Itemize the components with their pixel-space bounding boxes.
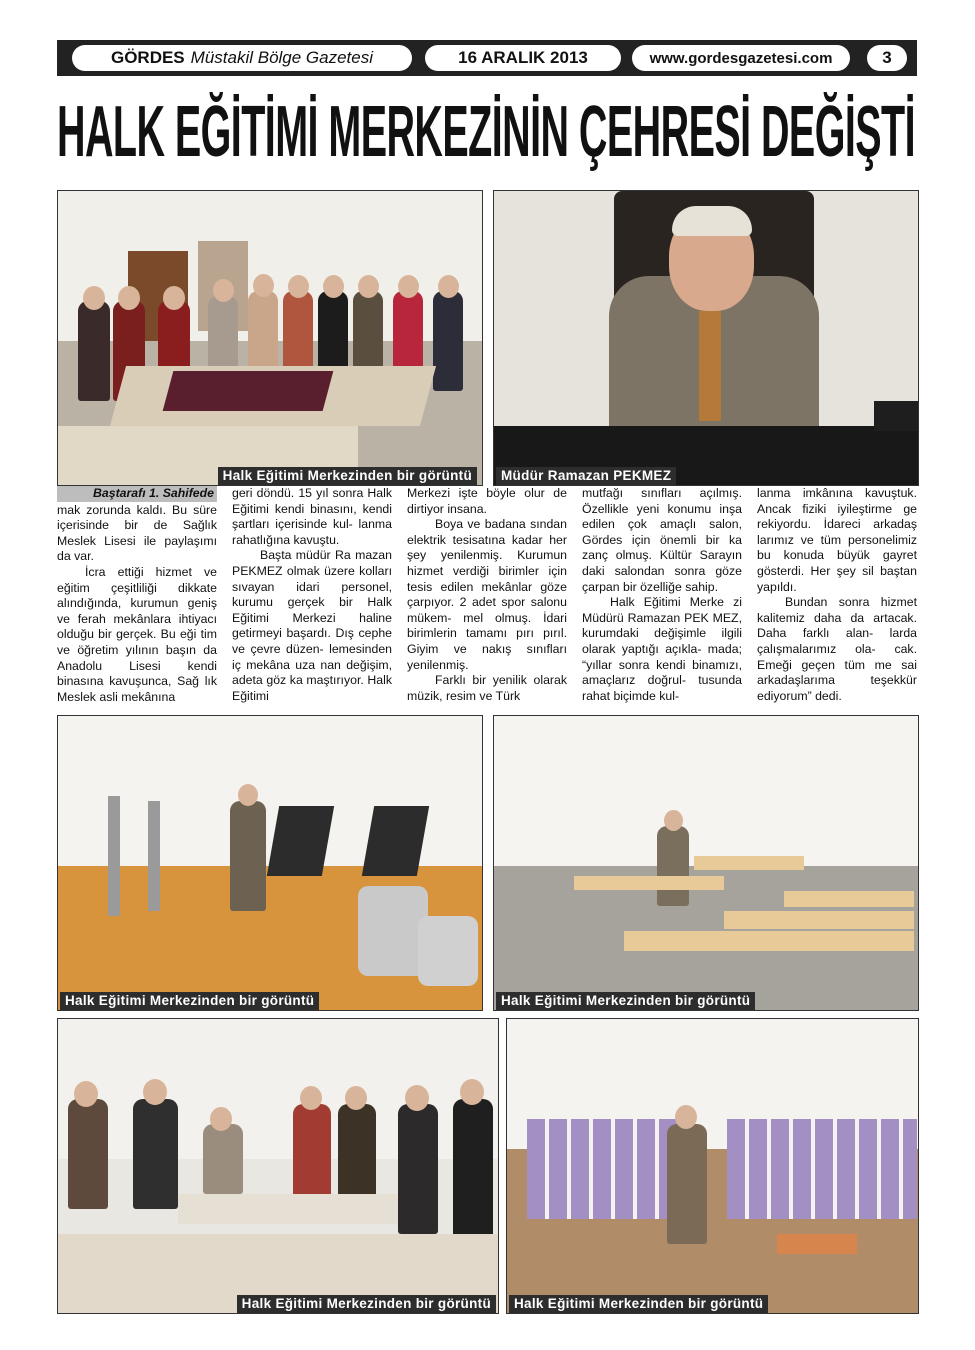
article-column-2 xyxy=(232,486,392,712)
issue-date: 16 ARALIK 2013 xyxy=(425,45,621,71)
paragraph: Merkezi işte böyle olur de dirtiyor insana. xyxy=(407,486,567,516)
paragraph: Farklı bir yenilik olarak müzik, resim ve Türk xyxy=(407,673,567,703)
paragraph: Boya ve badana sından elektrik tesisatına kadar her şey yenilenmiş. Kurumun hizmet verdiği birimler için tesis edilen mekânlar göze çarpıyor. 2 adet spor salonu mükem- mel olmuş. İdari birimlerin tamamı pırı pırıl. Giyim ve nakış sınıfları yenilenmiş. xyxy=(407,517,567,672)
photo-director xyxy=(493,190,919,486)
paragraph: Halk Eğitimi Merke zi Müdürü Ramazan PEK MEZ, kurumdaki değişimle ilgili olarak yaptığı açıkla- mada; “yıllar sonra kendi binamızı, amaçlarız doğrul- tusunda rahat biçimde kul- xyxy=(582,595,742,703)
photo-empty-classroom xyxy=(493,715,919,1011)
article-column-5 xyxy=(757,486,917,712)
page-number: 3 xyxy=(867,45,907,71)
photo-women-classroom xyxy=(57,190,483,486)
paragraph: mutfağı sınıfları açılmış. Özellikle yeni konumu inşa edilen çok amaçlı salon, Gördes için önemli bir ka zanç olmuş. Kültür Sarayın daki salondan sonra göze çarpan bir özelliğe sahip. xyxy=(582,486,742,594)
paragraph: Bundan sonra hizmet kalitemiz daha da artacak. Daha farklı alan- larda çalışmalarımız ola- cak. Emeği geçen tüm me sai arkadaşlarıma teşekkür ediyorum” dedi. xyxy=(757,595,917,703)
article-column-1 xyxy=(57,486,217,712)
paragraph: Başta müdür Ra mazan PEKMEZ olmak üzere kolları sıvayan idari personel, kurumu gerçek bir Halk Eğitimi Merkezi haline getirmeyi başardı. Dış cephe ve çevre düzen- lemesinden iç mekâna uza nan değişim, adeta göz ka maştırıyor. Halk Eğitimi xyxy=(232,548,392,703)
photo-gym xyxy=(57,715,483,1011)
article-column-4 xyxy=(582,486,742,712)
paragraph: mak zorunda kaldı. Bu süre içerisinde bir de Sağlık Meslek Lisesi ile paylaşımı da var. xyxy=(57,502,217,564)
article-column-3 xyxy=(407,486,567,712)
photo-auditorium xyxy=(506,1018,919,1314)
masthead-bar xyxy=(57,40,917,76)
paragraph: geri döndü. 15 yıl sonra Halk Eğitimi kendi binasını, kendi şartları içerisinde kul- lanma rahatlığına kavuştu. xyxy=(232,486,392,547)
photo-caption: Halk Eğitimi Merkezinden bir görüntü xyxy=(60,992,319,1010)
photo-caption: Halk Eğitimi Merkezinden bir görüntü xyxy=(509,1295,768,1313)
paper-tagline: Müstakil Bölge Gazetesi xyxy=(190,48,374,67)
continued-kicker: Baştarafı 1. Sahifede xyxy=(57,486,217,502)
website-link[interactable]: www.gordesgazetesi.com xyxy=(632,45,850,71)
paragraph: İcra ettiği hizmet ve eğitim çeşitliliği dikkate alındığında, kurumun geniş ve ferah mekânlara ihtiyacı olduğu bir gerçek. Bu eği tim ve öğretim yılının başın da Anadolu Lisesi kendi binasına kavuşunca, Sağ lık Meslek asli mekânına xyxy=(57,564,217,704)
photo-caption: Halk Eğitimi Merkezinden bir görüntü xyxy=(237,1295,496,1313)
paragraph: lanma imkânına kavuştuk. Ancak fiziki iyileştirme ge rekiyordu. İdareci arkadaş larımız ve tüm personelimiz bu konuda büyük gayret gösterdi. Her şey sil baştan yapıldı. xyxy=(757,486,917,594)
photo-caption: Halk Eğitimi Merkezinden bir görüntü xyxy=(218,467,477,485)
headline-text: HALK EĞİTİMİ MERKEZİNİN ÇEHRESİ DEĞİŞTİ xyxy=(57,92,916,172)
photo-caption: Müdür Ramazan PEKMEZ xyxy=(496,467,676,485)
paper-name-pill xyxy=(72,45,412,71)
paper-name: GÖRDES xyxy=(110,48,185,67)
photo-women-workshop xyxy=(57,1018,499,1314)
headline xyxy=(57,92,917,172)
photo-caption: Halk Eğitimi Merkezinden bir görüntü xyxy=(496,992,755,1010)
